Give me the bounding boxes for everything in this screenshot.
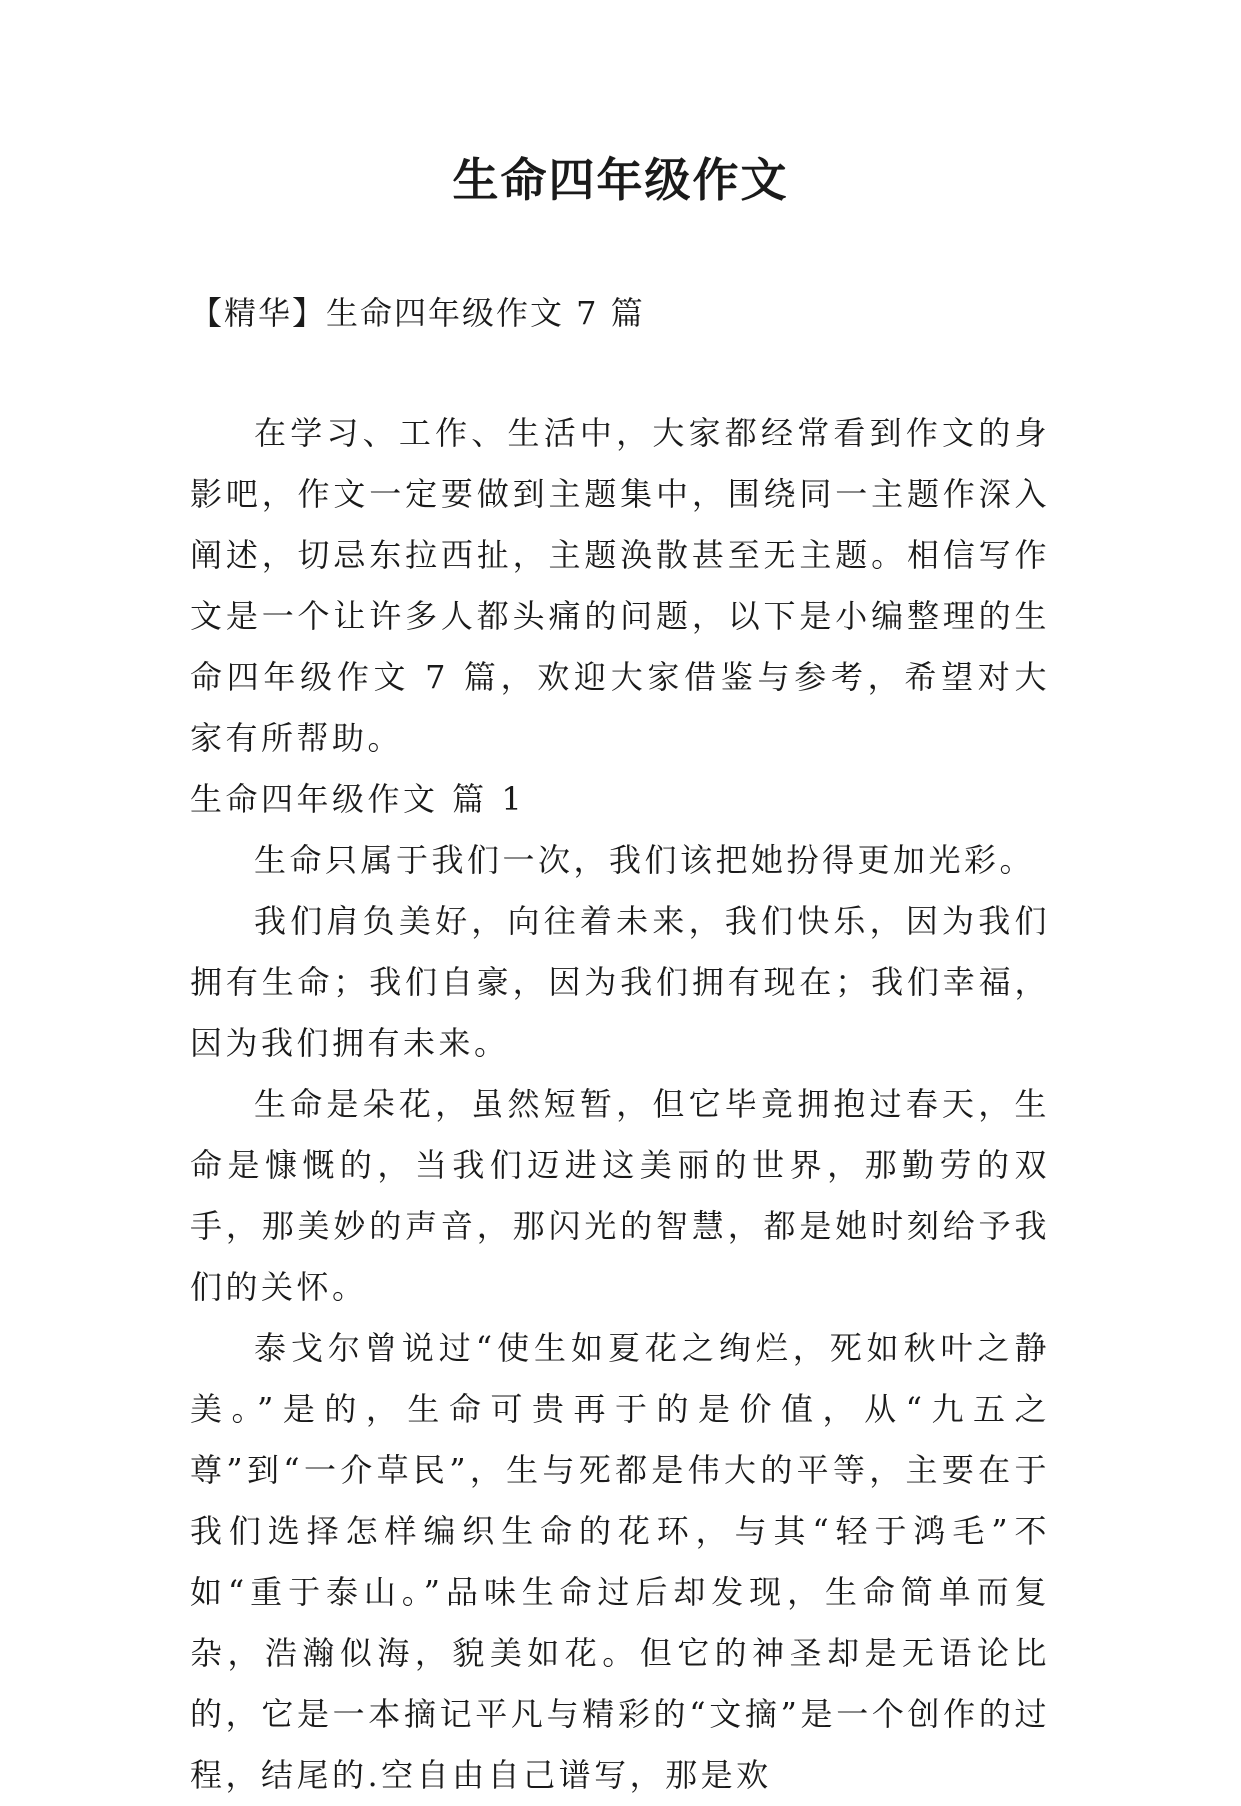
intro-paragraph: 在学习、工作、生活中，大家都经常看到作文的身影吧，作文一定要做到主题集中，围绕同一主题作深入阐述，切忌东拉西扯，主题涣散甚至无主题。相信写作文是一个让许多人都头痛的问题，以下是小编整理的生命四年级作文 7 篇，欢迎大家借鉴与参考，希望对大家有所帮助。 <box>190 414 1050 757</box>
body-paragraph: 我们肩负美好，向往着未来，我们快乐，因为我们拥有生命；我们自豪，因为我们拥有现在；我们幸福，因为我们拥有未来。 <box>190 902 1050 1062</box>
document-subtitle: 【精华】生命四年级作文 7 篇 <box>190 294 645 332</box>
body-paragraph: 泰戈尔曾说过“使生如夏花之绚烂，死如秋叶之静美。”是的，生命可贵再于的是价值，从“九五之尊”到“一介草民”，生与死都是伟大的平等，主要在于我们选择怎样编织生命的花环，与其“轻于鸿毛”不如“重于泰山。”品味生命过后却发现，生命简单而复杂，浩瀚似海，貌美如花。但它的神圣却是无语论比的，它是一本摘记平凡与精彩的“文摘”是一个创作的过程，结尾的.空自由自己谱写，那是欢 <box>190 1329 1050 1794</box>
page-title: 生命四年级作文 <box>452 153 789 207</box>
document-body <box>190 403 1050 1806</box>
body-paragraph: 生命只属于我们一次，我们该把她扮得更加光彩。 <box>254 841 1036 879</box>
body-paragraph: 生命是朵花，虽然短暂，但它毕竟拥抱过春天，生命是慷慨的，当我们迈进这美丽的世界，那勤劳的双手，那美妙的声音，那闪光的智慧，都是她时刻给予我们的关怀。 <box>190 1085 1050 1306</box>
section-heading: 生命四年级作文 篇 1 <box>190 780 526 818</box>
